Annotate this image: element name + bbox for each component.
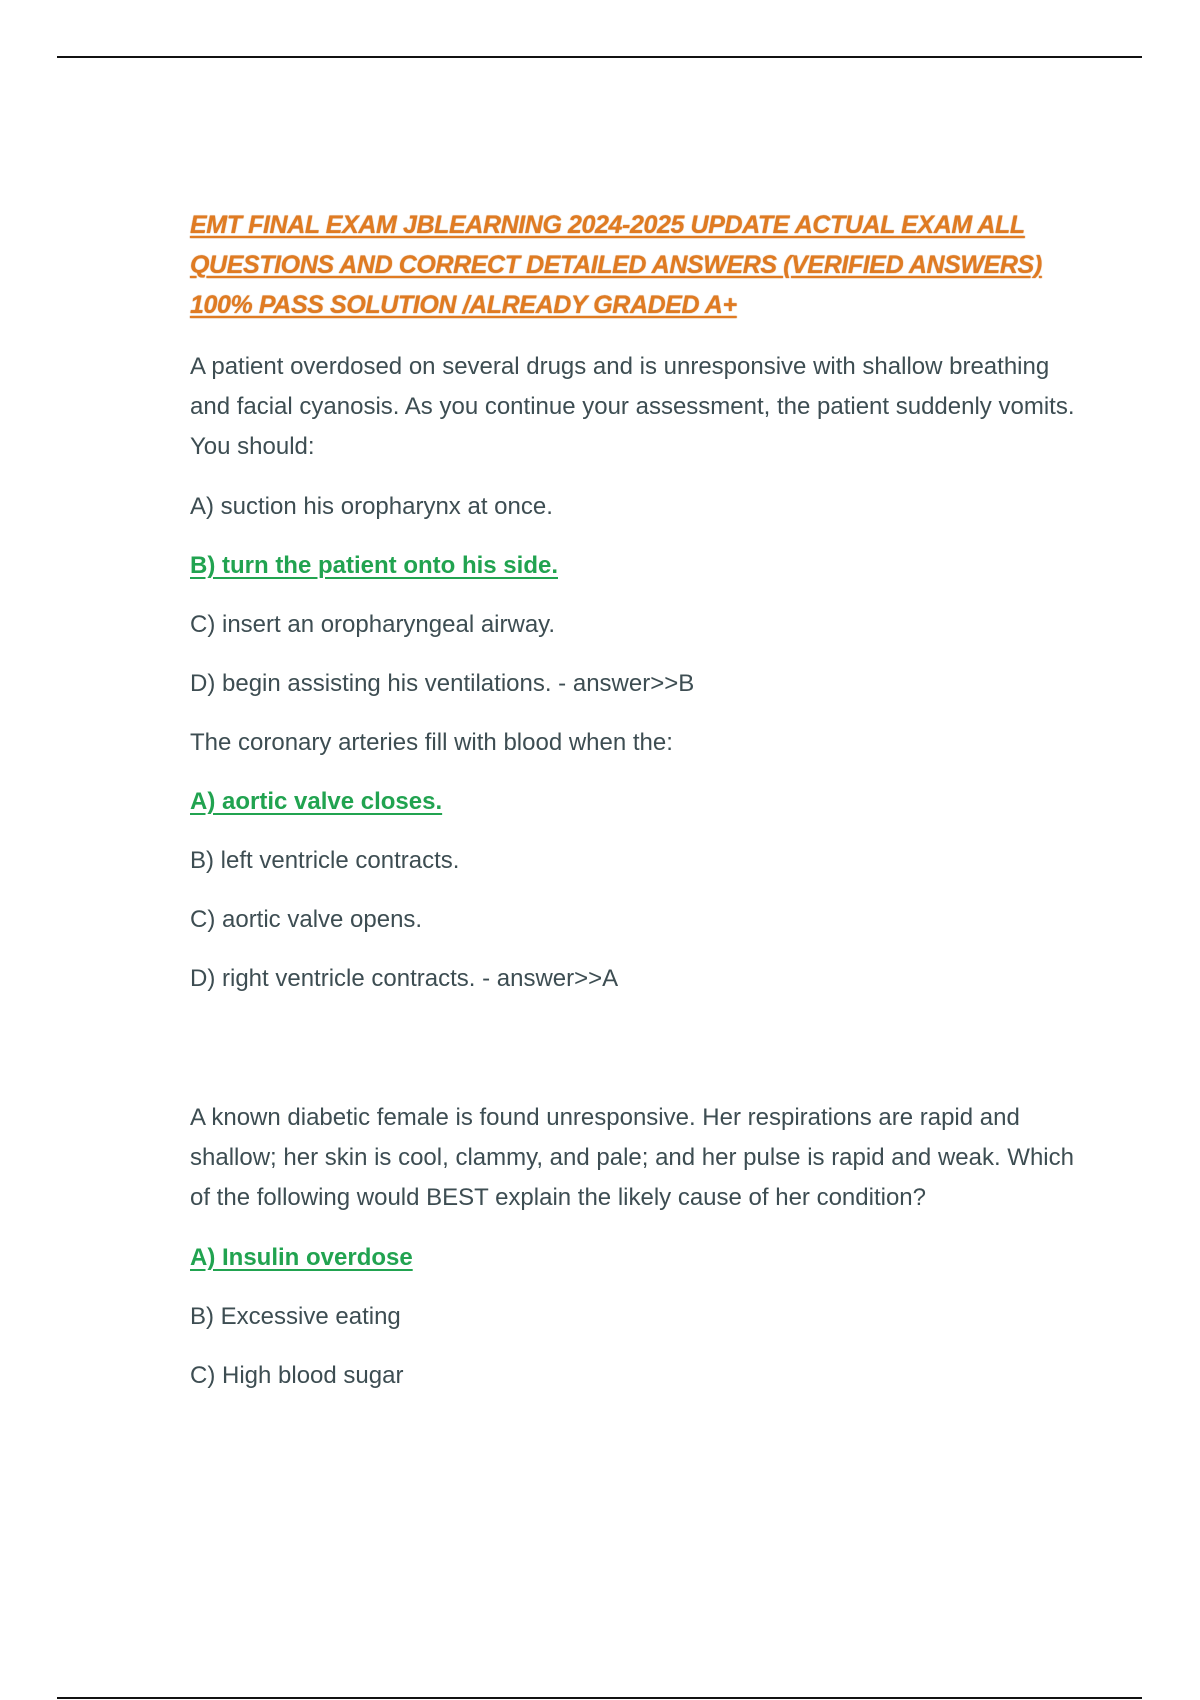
header-rule bbox=[57, 56, 1142, 58]
question-stem: A patient overdosed on several drugs and is unresponsive with shallow breathing and facial cyanosis. As you continue your assessment, the patient suddenly vomits. You should: bbox=[190, 353, 1075, 460]
answer-option: A) suction his oropharynx at once. bbox=[190, 493, 553, 520]
correct-answer-option: B) turn the patient onto his side. bbox=[190, 552, 558, 579]
answer-option: B) Excessive eating bbox=[190, 1303, 401, 1330]
answer-option: B) left ventricle contracts. bbox=[190, 847, 460, 874]
question-block bbox=[190, 1098, 1080, 1396]
question-block bbox=[190, 347, 1080, 704]
document-body bbox=[190, 205, 1080, 1415]
answer-option: C) High blood sugar bbox=[190, 1362, 404, 1389]
correct-answer-option: A) aortic valve closes. bbox=[190, 788, 443, 815]
answer-option-with-key: D) right ventricle contracts. - answer>>A bbox=[190, 965, 619, 992]
correct-answer-option: A) Insulin overdose bbox=[190, 1244, 413, 1271]
answer-option-with-key: D) begin assisting his ventilations. - answer>>B bbox=[190, 670, 695, 697]
question-stem: The coronary arteries fill with blood when the: bbox=[190, 729, 673, 756]
section-spacer bbox=[190, 1018, 1080, 1098]
question-block bbox=[190, 723, 1080, 999]
answer-option: C) aortic valve opens. bbox=[190, 906, 423, 933]
answer-option: C) insert an oropharyngeal airway. bbox=[190, 611, 556, 638]
document-title: EMT FINAL EXAM JBLEARNING 2024-2025 UPDATE ACTUAL EXAM ALL QUESTIONS AND CORRECT DETAILED ANSWERS (VERIFIED ANSWERS) 100% PASS SOLUTION /ALREADY GRADED A+ bbox=[190, 211, 1042, 319]
footer-rule bbox=[57, 1697, 1142, 1699]
question-stem: A known diabetic female is found unresponsive. Her respirations are rapid and shallow; her skin is cool, clammy, and pale; and her pulse is rapid and weak. Which of the following would BEST explain the likely cause of her condition? bbox=[190, 1104, 1074, 1211]
